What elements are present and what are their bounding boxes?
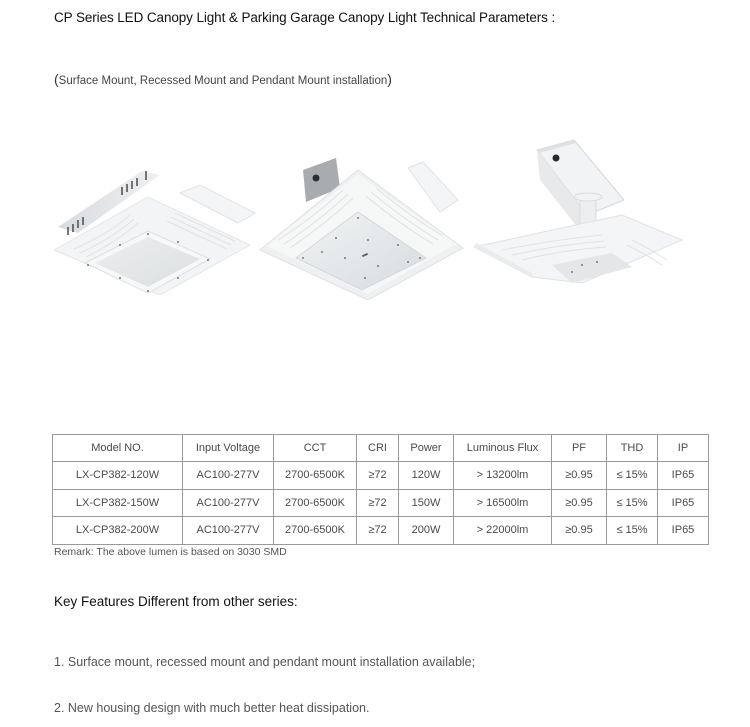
page-title: CP Series LED Canopy Light & Parking Garage Canopy Light Technical Parameters : xyxy=(54,10,556,25)
cell-model: LX-CP382-200W xyxy=(53,517,183,545)
cell-thd: ≤ 15% xyxy=(607,489,658,517)
cell-luminous-flux: > 22000lm xyxy=(454,517,552,545)
table-header-row xyxy=(53,435,709,462)
cell-cct: 2700-6500K xyxy=(274,489,357,517)
col-header-input-voltage: Input Voltage xyxy=(183,435,274,462)
col-header-cct: CCT xyxy=(274,435,357,462)
cell-luminous-flux: > 13200lm xyxy=(454,462,552,490)
table-row xyxy=(53,517,709,545)
col-header-pf: PF xyxy=(552,435,607,462)
cell-cri: ≥72 xyxy=(357,517,399,545)
col-header-thd: THD xyxy=(607,435,658,462)
table-row xyxy=(53,489,709,517)
surface-mount-canopy-light-image xyxy=(50,145,260,295)
installation-subtitle xyxy=(54,71,392,87)
col-header-model: Model NO. xyxy=(53,435,183,462)
cell-cri: ≥72 xyxy=(357,462,399,490)
col-header-power: Power xyxy=(399,435,454,462)
cell-pf: ≥0.95 xyxy=(552,489,607,517)
recessed-mount-canopy-light-image xyxy=(258,140,468,300)
col-header-cri: CRI xyxy=(357,435,399,462)
cell-model: LX-CP382-120W xyxy=(53,462,183,490)
cell-ip: IP65 xyxy=(658,517,709,545)
open-paren: ( xyxy=(54,71,59,87)
close-paren: ) xyxy=(387,71,392,87)
cell-input-voltage: AC100-277V xyxy=(183,462,274,490)
cell-ip: IP65 xyxy=(658,462,709,490)
feature-item: 2. New housing design with much better heat dissipation. xyxy=(54,701,370,715)
cell-thd: ≤ 15% xyxy=(607,462,658,490)
cell-cct: 2700-6500K xyxy=(274,517,357,545)
col-header-ip: IP xyxy=(658,435,709,462)
cell-cri: ≥72 xyxy=(357,489,399,517)
lumen-remark: Remark: The above lumen is based on 3030 SMD xyxy=(54,546,287,558)
cell-power: 200W xyxy=(399,517,454,545)
cell-thd: ≤ 15% xyxy=(607,517,658,545)
cell-pf: ≥0.95 xyxy=(552,462,607,490)
table-row xyxy=(53,462,709,490)
col-header-luminous-flux: Luminous Flux xyxy=(454,435,552,462)
subtitle-text: Surface Mount, Recessed Mount and Pendant Mount installation xyxy=(58,75,388,87)
cell-input-voltage: AC100-277V xyxy=(183,517,274,545)
cell-power: 150W xyxy=(399,489,454,517)
cell-input-voltage: AC100-277V xyxy=(183,489,274,517)
key-features-heading: Key Features Different from other series: xyxy=(54,594,298,609)
cell-cct: 2700-6500K xyxy=(274,462,357,490)
cell-ip: IP65 xyxy=(658,489,709,517)
pendant-mount-canopy-light-image xyxy=(472,115,687,295)
feature-item: 1. Surface mount, recessed mount and pendant mount installation available; xyxy=(54,655,476,669)
cell-pf: ≥0.95 xyxy=(552,517,607,545)
technical-parameters-table xyxy=(52,434,709,545)
cell-luminous-flux: > 16500lm xyxy=(454,489,552,517)
cell-model: LX-CP382-150W xyxy=(53,489,183,517)
cell-power: 120W xyxy=(399,462,454,490)
